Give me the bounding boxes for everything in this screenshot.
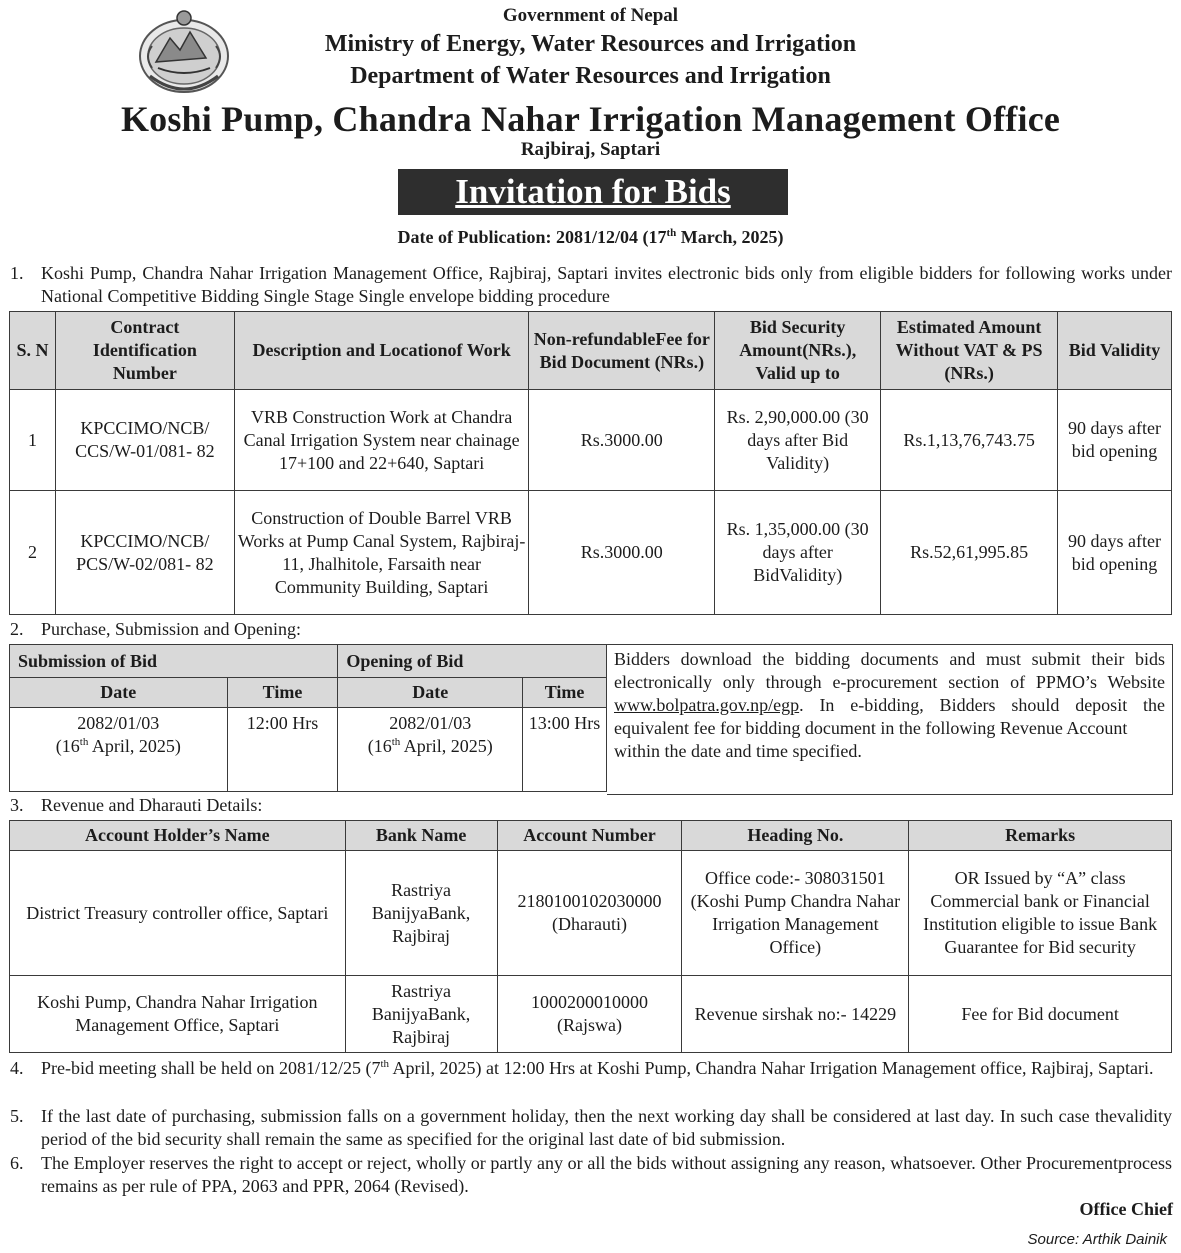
col-description: Description and Locationof Work (234, 312, 529, 390)
opening-time: 13:00 Hrs (523, 708, 607, 792)
col-fee: Non-refundableFee for Bid Document (NRs.) (529, 312, 715, 390)
contracts-table (9, 311, 1172, 615)
signature: Office Chief (1079, 1199, 1173, 1219)
submission-date: 2082/01/03 (16th April, 2025) (10, 708, 228, 792)
table-row (10, 708, 607, 792)
col-heading: Heading No. (682, 821, 909, 851)
col-bank: Bank Name (345, 821, 497, 851)
table-header-row (10, 312, 1172, 390)
paragraph-2: 2. Purchase, Submission and Opening: (10, 619, 301, 639)
egp-link[interactable]: www.bolpatra.gov.np/egp (614, 695, 800, 715)
table-row: Koshi Pump, Chandra Nahar Irrigation Management Office, Saptari Rastriya BanijyaBank, Rajbiraj 1000200010000 (Rajswa) Revenue sirshak no:- 14229 Fee for Bid document (10, 976, 1172, 1053)
paragraph-4: 4. Pre-bid meeting shall be held on 2081/12/25 (7th April, 2025) at 12:00 Hrs at Koshi Pump, Chandra Nahar Irrigation Management office, Rajbiraj, Saptari. (10, 1058, 1154, 1078)
col-validity: Bid Validity (1058, 312, 1172, 390)
col-contract-id: Contract Identification Number (55, 312, 234, 390)
paragraph-5: 5. If the last date of purchasing, submission falls on a government holiday, then the next working day shall be considered at last day. In such case thevalidity period of the bid security shall remain the same as specified for the original last date of bid submission. (10, 1106, 1172, 1149)
submission-of-bid-header: Submission of Bid (10, 645, 338, 678)
col-account-number: Account Number (497, 821, 682, 851)
submission-time-label: Time (227, 678, 338, 708)
paragraph-6: 6. The Employer reserves the right to accept or reject, wholly or partly any or all the bids without assigning any reason, whatsoever. Other Procurementprocess remains as per rule of PPA, 2063 and PPR, 2064 (Revised). (10, 1153, 1172, 1196)
office-title: Koshi Pump, Chandra Nahar Irrigation Management Office (120, 99, 1061, 139)
paragraph-1: 1. Koshi Pump, Chandra Nahar Irrigation Management Office, Rajbiraj, Saptari invites electronic bids only from eligible bidders for following works under National Competitive Bidding Single Stage Single envelope bidding procedure (10, 263, 1172, 306)
table-row: District Treasury controller office, Saptari Rastriya BanijyaBank, Rajbiraj 2180100102030000 (Dharauti) Office code:- 308031501 (Koshi Pump Chandra Nahar Irrigation Management Office) OR Issued by “A” class Commercial bank or Financial Institution eligible to issue Bank Guarantee for Bid security (10, 851, 1172, 976)
submission-date-label: Date (10, 678, 228, 708)
department-line: Department of Water Resources and Irrigation (350, 63, 831, 89)
accounts-table (9, 820, 1172, 1053)
table-row: 1 KPCCIMO/NCB/ CCS/W-01/081- 82 VRB Construction Work at Chandra Canal Irrigation System near chainage 17+100 and 22+640, Saptari Rs.3000.00 Rs. 2,90,000.00 (30 days after Bid Validity) Rs.1,13,76,743.75 90 days after bid opening (10, 390, 1172, 491)
source-credit: Source: Arthik Dainik (1027, 1231, 1167, 1248)
opening-date: 2082/01/03 (16th April, 2025) (338, 708, 523, 792)
schedule-table (9, 644, 607, 792)
opening-of-bid-header: Opening of Bid (338, 645, 607, 678)
col-security: Bid Security Amount(NRs.), Valid up to (715, 312, 881, 390)
opening-time-label: Time (523, 678, 607, 708)
col-sn: S. N (10, 312, 56, 390)
opening-date-label: Date (338, 678, 523, 708)
office-location: Rajbiraj, Saptari (520, 139, 661, 160)
submission-time: 12:00 Hrs (227, 708, 338, 792)
paragraph-3: 3. Revenue and Dharauti Details: (10, 795, 263, 815)
table-row: 2 KPCCIMO/NCB/ PCS/W-02/081- 82 Construction of Double Barrel VRB Works at Pump Canal System, Rajbiraj-11, Jhalhitole, Farsaith near Community Building, Saptari Rs.3000.00 Rs. 1,35,000.00 (30 days after BidValidity) Rs.52,61,995.85 90 days after bid opening (10, 491, 1172, 615)
invitation-banner: Invitation for Bids (398, 169, 788, 215)
bid-instructions: Bidders download the bidding documents and must submit their bids electronically only through e-procurement section of PPMO’s Website www.bolpatra.gov.np/egp. In e-bidding, Bidders should deposit the equivalent fee for bidding document in the following Revenue Account within the date and time specified. (607, 644, 1173, 795)
ministry-line: Ministry of Energy, Water Resources and Irrigation (324, 31, 857, 57)
table-header-row (10, 821, 1172, 851)
col-holder: Account Holder’s Name (10, 821, 346, 851)
publication-date: Date of Publication: 2081/12/04 (17th March, 2025) (397, 227, 784, 247)
col-estimate: Estimated Amount Without VAT & PS (NRs.) (881, 312, 1058, 390)
government-line: Government of Nepal (502, 5, 679, 26)
col-remarks: Remarks (909, 821, 1172, 851)
